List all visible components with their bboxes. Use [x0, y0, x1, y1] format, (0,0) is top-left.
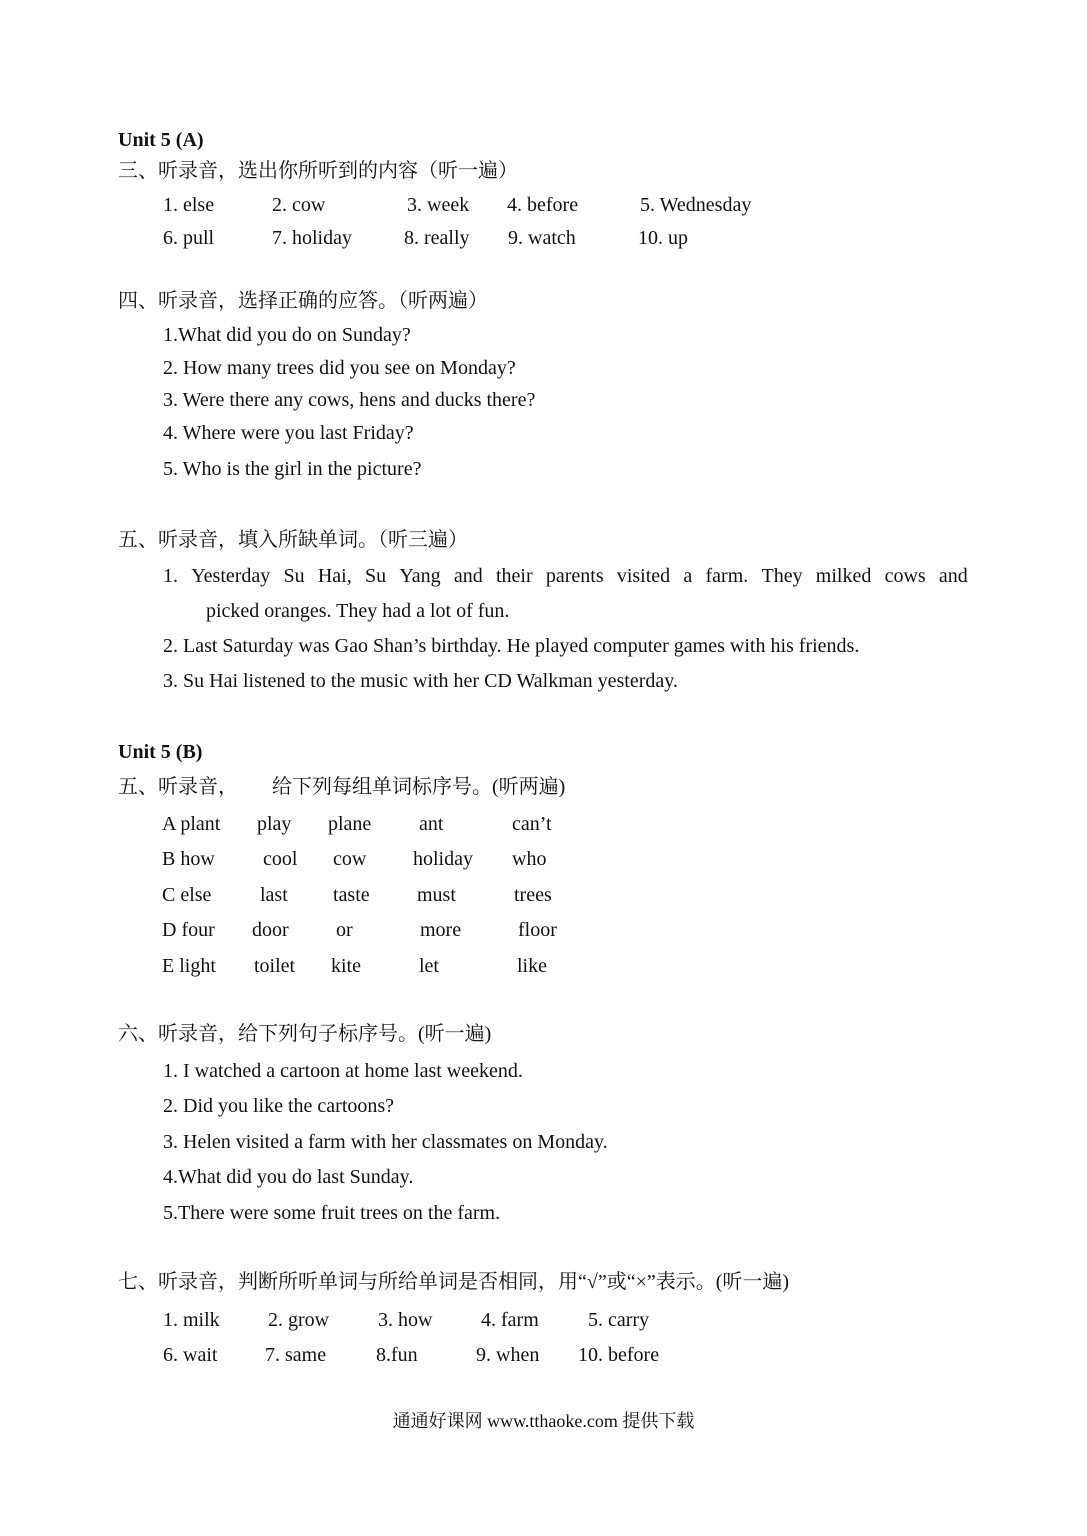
word-option: 2. grow — [268, 1309, 330, 1331]
word-option: 6. wait — [163, 1344, 218, 1366]
word-option: 10. before — [578, 1344, 660, 1366]
section-7-heading: 七、听录音，判断所听单词与所给单词是否相同，用“√”或“×”表示。(听一遍) — [118, 1271, 790, 1293]
section-3-heading: 三、听录音，选出你所听到的内容（听一遍） — [118, 160, 518, 182]
group-word: floor — [518, 919, 557, 941]
footer-credit: 通通好课网 www.tthaoke.com 提供下载 — [392, 1411, 695, 1431]
group-word: C else — [162, 884, 212, 906]
question-item: 3. Were there any cows, hens and ducks there? — [163, 389, 536, 411]
sentence-word: parents — [545, 565, 604, 587]
question-item: 5. Who is the girl in the picture? — [163, 458, 422, 480]
section-5-heading: 五、听录音，填入所缺单词。（听三遍） — [118, 529, 468, 551]
group-word: E light — [162, 955, 216, 977]
sentence-item-3: 3. Su Hai listened to the music with her CD Walkman yesterday. — [163, 670, 678, 692]
word-option: 8.fun — [376, 1344, 418, 1366]
unit-b-title: Unit 5 (B) — [118, 741, 203, 763]
group-word: cool — [263, 848, 298, 870]
sentence-item: 4.What did you do last Sunday. — [163, 1166, 414, 1188]
sentence-item: 5.There were some fruit trees on the farm. — [163, 1202, 501, 1224]
group-word: door — [252, 919, 289, 941]
group-word: plane — [328, 813, 372, 835]
group-word: like — [517, 955, 547, 977]
sentence-word: Hai, — [317, 565, 352, 587]
word-option: 5. carry — [588, 1309, 650, 1331]
word-option: 3. week — [407, 194, 470, 216]
group-word: D four — [162, 919, 215, 941]
sentence-word: and — [938, 565, 968, 587]
sentence-word: 1. — [163, 565, 178, 587]
sentence-word: Yang — [399, 565, 441, 587]
question-item: 2. How many trees did you see on Monday? — [163, 357, 516, 379]
group-word: kite — [331, 955, 361, 977]
word-option: 3. how — [378, 1309, 433, 1331]
word-option: 2. cow — [272, 194, 326, 216]
word-option: 4. before — [507, 194, 579, 216]
word-option: 4. farm — [481, 1309, 539, 1331]
sentence-word: milked — [815, 565, 872, 587]
section-5b-heading-part-2: 给下列每组单词标序号。(听两遍) — [272, 776, 566, 798]
group-word: trees — [514, 884, 552, 906]
sentence-item-1-continued: picked oranges. They had a lot of fun. — [206, 600, 510, 622]
group-word: can’t — [512, 813, 552, 835]
sentence-word: farm. — [705, 565, 749, 587]
word-option: 7. same — [265, 1344, 327, 1366]
sentence-item-2: 2. Last Saturday was Gao Shan’s birthday. He played computer games with his friends. — [163, 635, 860, 657]
unit-a-title: Unit 5 (A) — [118, 129, 204, 151]
question-item: 4. Where were you last Friday? — [163, 422, 414, 444]
word-option: 8. really — [404, 227, 470, 249]
group-word: must — [417, 884, 456, 906]
word-option: 5. Wednesday — [640, 194, 752, 216]
word-option: 1. milk — [163, 1309, 220, 1331]
section-4-heading: 四、听录音，选择正确的应答。（听两遍） — [118, 290, 488, 312]
group-word: B how — [162, 848, 215, 870]
group-word: or — [336, 919, 353, 941]
group-word: last — [260, 884, 288, 906]
sentence-word: a — [683, 565, 693, 587]
word-option: 1. else — [163, 194, 215, 216]
sentence-word: visited — [616, 565, 671, 587]
question-item: 1.What did you do on Sunday? — [163, 324, 411, 346]
sentence-item: 3. Helen visited a farm with her classmates on Monday. — [163, 1131, 608, 1153]
sentence-word: They — [761, 565, 803, 587]
group-word: let — [419, 955, 439, 977]
sentence-word: Su — [283, 565, 305, 587]
sentence-word: Yesterday — [191, 565, 271, 587]
group-word: holiday — [413, 848, 473, 870]
word-option: 9. watch — [508, 227, 576, 249]
word-option: 7. holiday — [272, 227, 352, 249]
group-word: ant — [419, 813, 444, 835]
group-word: taste — [333, 884, 370, 906]
sentence-word: their — [495, 565, 533, 587]
group-word: cow — [333, 848, 367, 870]
word-option: 10. up — [638, 227, 688, 249]
section-6-heading: 六、听录音，给下列句子标序号。(听一遍) — [118, 1023, 492, 1045]
group-word: play — [257, 813, 292, 835]
sentence-item-1 — [163, 566, 968, 586]
sentence-item: 2. Did you like the cartoons? — [163, 1095, 395, 1117]
sentence-word: cows — [884, 565, 926, 587]
group-word: more — [420, 919, 462, 941]
sentence-word: and — [453, 565, 483, 587]
section-5b-heading-part-1: 五、听录音， — [118, 776, 238, 798]
group-word: toilet — [254, 955, 296, 977]
sentence-item: 1. I watched a cartoon at home last weekend. — [163, 1060, 523, 1082]
sentence-word: Su — [364, 565, 387, 587]
word-option: 6. pull — [163, 227, 215, 249]
group-word: who — [512, 848, 547, 870]
group-word: A plant — [162, 813, 221, 835]
word-option: 9. when — [476, 1344, 540, 1366]
